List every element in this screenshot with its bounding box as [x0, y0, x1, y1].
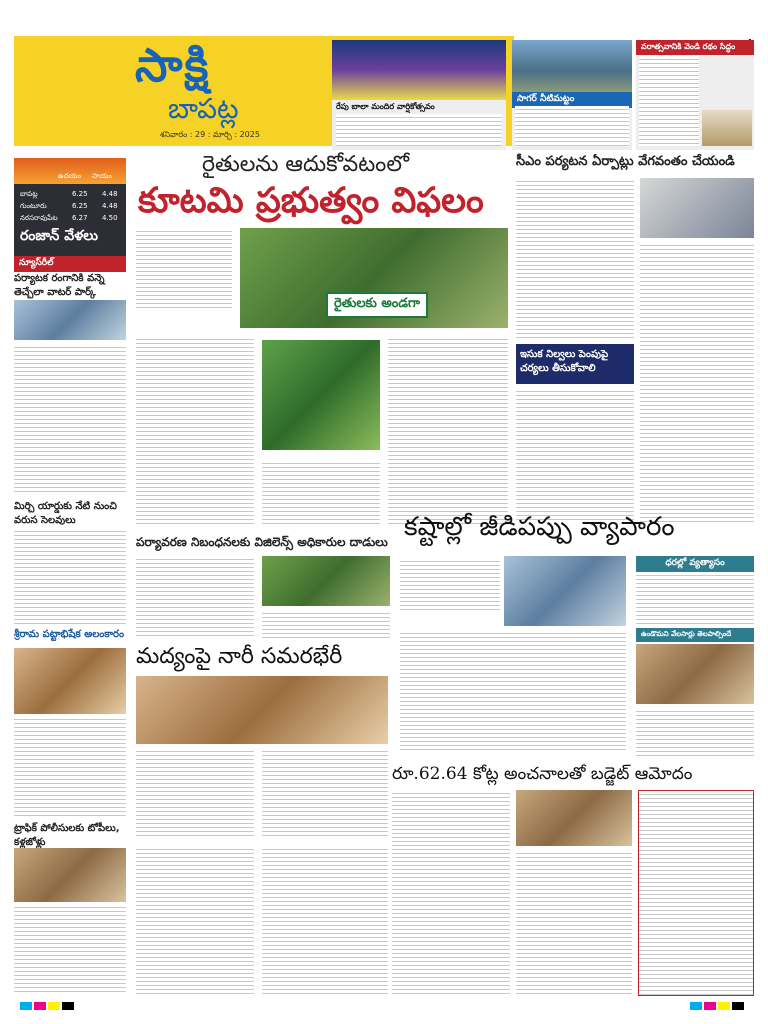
- mirchi-yard-title[interactable]: మిర్చి యార్డుకు నేటి నుంచి వరుస సెలవులు: [14, 501, 117, 526]
- liquor-text4: [262, 846, 388, 996]
- water-park-title[interactable]: పర్యాటక రంగానికి వన్నె తెచ్చేలా వాటర్ పార్క్: [14, 273, 105, 298]
- cm-visit-text3: [516, 388, 634, 522]
- teaser-1-caption: రేపు బాలా మందిర వార్షికోత్సవం: [336, 102, 435, 111]
- lead-kicker: రైతులను ఆదుకోవటంలో: [202, 152, 409, 177]
- lead-text-col1: [136, 336, 254, 526]
- teaser-3-tag: వరాత్సవానికి వెండి రథం సిద్ధం: [636, 40, 754, 55]
- lead-text-col2: [262, 460, 380, 526]
- cmyk-mark: [718, 1002, 730, 1010]
- liquor-text1: [136, 748, 254, 838]
- cashew-text: [400, 630, 626, 750]
- water-park-text: [14, 344, 126, 494]
- cashew-photo2: [636, 644, 754, 704]
- sun-row-set: 4.50: [102, 214, 118, 222]
- cmyk-mark: [690, 1002, 702, 1010]
- lead-banner: రైతులకు అండగా: [326, 292, 428, 318]
- teaser-2[interactable]: [512, 40, 632, 150]
- traffic-police-photo: [14, 848, 126, 902]
- vigilance-text2: [262, 610, 390, 640]
- cm-visit-text1: [516, 178, 634, 338]
- teaser-1-photo: [332, 40, 506, 100]
- lead-bullets: [136, 228, 232, 308]
- water-park-photo: [14, 300, 126, 340]
- teaser-2-photo: [512, 40, 632, 92]
- cmyk-mark: [704, 1002, 716, 1010]
- traffic-police-text: [14, 904, 126, 994]
- cashew-headline[interactable]: కష్టాల్లో జీడిపప్పు వ్యాపారం: [404, 512, 675, 542]
- cashew-right-text1: [636, 572, 754, 624]
- cmyk-mark: [34, 1002, 46, 1010]
- newspaper-logo: సాక్షి: [135, 38, 211, 92]
- vigilance-text1: [136, 556, 254, 636]
- vigilance-headline[interactable]: పర్యావరణ నిబంధనలకు విజిలెన్స్ అధికారుల దాడులు: [136, 535, 388, 549]
- lead-headline[interactable]: కూటమి ప్రభుత్వం విఫలం: [138, 180, 484, 221]
- teaser-1-text: [336, 114, 502, 146]
- budget-photo: [516, 790, 632, 846]
- lead-photo-field: [262, 340, 380, 450]
- ramzan-timings-title: రంజాన్ వేళలు: [14, 225, 126, 249]
- cashew-right-text2: [636, 708, 754, 758]
- cm-visit-headline[interactable]: సీఎం పర్యటన ఏర్పాట్లు వేగవంతం చేయండి: [516, 154, 735, 169]
- teaser-3-text: [639, 56, 699, 146]
- sun-row-set: 4.48: [102, 202, 118, 210]
- teaser-3-photo: [702, 110, 752, 146]
- cashew-photo: [504, 556, 626, 626]
- budget-headline[interactable]: రూ.62.64 కోట్ల అంచనాలతో బడ్జెట్ ఆమోదం: [392, 764, 693, 784]
- cashew-tag2: ఉండొమని వేలసార్లు తెలపాల్సిందే: [636, 628, 754, 642]
- cashew-bullets: [400, 558, 500, 612]
- sriram-title[interactable]: శ్రీరామ పట్టాభిషేక అలంకారం: [14, 629, 125, 640]
- liquor-text3: [136, 846, 254, 996]
- teaser-2-text: [515, 106, 629, 146]
- sun-row-place: గుంటూరు: [20, 202, 47, 210]
- price-diff-tag: ధరల్లో వ్యత్యాసం: [636, 556, 754, 572]
- vigilance-photo: [262, 556, 390, 606]
- sun-header-set: సాయం: [92, 172, 112, 180]
- sun-row-set: 4.48: [102, 190, 118, 198]
- liquor-photo: [136, 676, 388, 744]
- cm-visit-text2: [640, 242, 754, 522]
- budget-text1: [392, 790, 510, 996]
- right-bottom-box: [638, 790, 754, 996]
- cmyk-mark: [20, 1002, 32, 1010]
- sun-row-place: నరసరావుపేట: [20, 214, 58, 222]
- traffic-police-title[interactable]: ట్రాఫిక్ పోలీసులకు టోపీలు, కళ్లజోళ్లు: [14, 823, 120, 848]
- teaser-2-tag: సాగర్ నీటిమట్టం: [512, 92, 632, 108]
- issue-date: శనివారం : 29 : మార్చి : 2025: [160, 130, 260, 139]
- sriram-text: [14, 716, 126, 816]
- newsreel-tag: న్యూస్‌రీల్: [14, 256, 126, 272]
- cmyk-mark: [732, 1002, 744, 1010]
- sriram-photo: [14, 648, 126, 714]
- sun-row-place: బాపట్ల: [20, 190, 38, 198]
- budget-text2: [516, 850, 632, 996]
- teaser-3[interactable]: [636, 40, 754, 150]
- sun-header-rise: ఉదయం: [58, 172, 82, 180]
- lead-text-col3: [388, 336, 508, 526]
- cmyk-mark: [62, 1002, 74, 1010]
- edition-name: బాపట్ల: [168, 92, 239, 125]
- sun-row-rise: 6.25: [72, 190, 88, 198]
- liquor-text2: [262, 748, 388, 838]
- cmyk-mark: [48, 1002, 60, 1010]
- liquor-headline[interactable]: మద్యంపై నారీ సమరభేరీ: [136, 644, 343, 669]
- sun-row-rise: 6.25: [72, 202, 88, 210]
- mirchi-yard-text: [14, 528, 126, 624]
- collector-photo: [640, 178, 754, 238]
- sand-inset: ఇసుక నిల్వలు పెంపుపై చర్యలు తీసుకోవాలి: [516, 344, 634, 384]
- sun-row-rise: 6.27: [72, 214, 88, 222]
- teaser-1[interactable]: [332, 40, 506, 150]
